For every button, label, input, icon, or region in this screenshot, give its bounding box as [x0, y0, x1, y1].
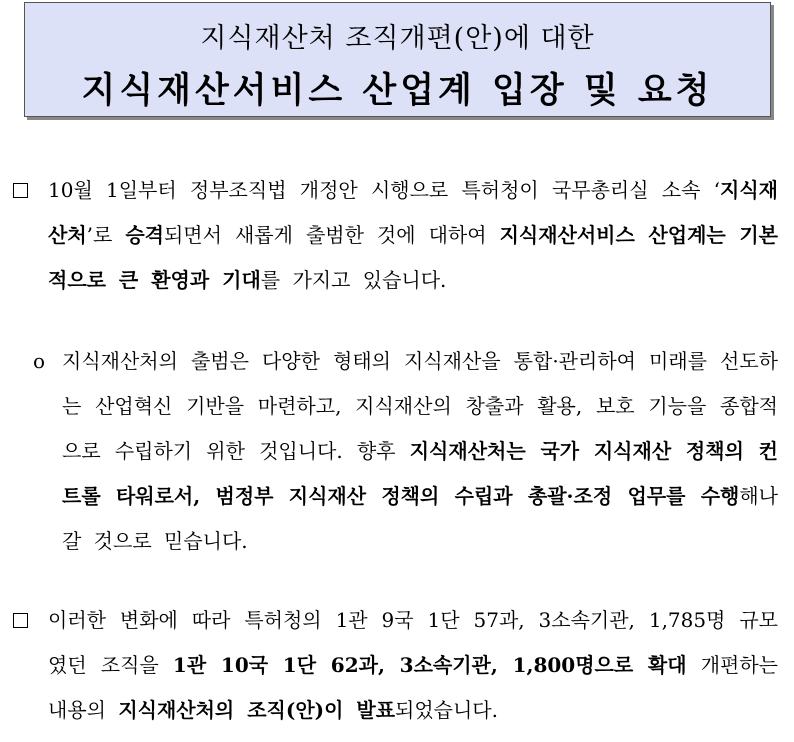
paragraph-1-bold-2: 승격 [125, 223, 164, 247]
paragraph-1-text-3: 되면서 새롭게 출범한 것에 대하여 [163, 223, 500, 247]
paragraph-3-text-2: 개편하는 내용의 [48, 653, 778, 722]
paragraph-3-text-3: 되었습니다. [395, 698, 498, 722]
paragraph-2-text-2: 해나갈 것으로 믿습니다. [62, 484, 778, 553]
checkbox-bullet-1 [13, 183, 28, 198]
document-subtitle: 지식재산처 조직개편(안)에 대한 [200, 23, 595, 54]
paragraph-3-text-1: 이러한 변화에 따라 특허청의 1관 9국 1단 57과, 3소속기관, 1,785명 규모였던 조직을 [48, 608, 778, 677]
paragraph-3-bold-2: 지식재산처의 조직(안)이 발표 [118, 698, 396, 722]
title-box [24, 2, 771, 117]
paragraph-1 [48, 168, 778, 303]
paragraph-2-text-1: 지식재산처의 출범은 다양한 형태의 지식재산을 통합·관리하여 미래를 선도하는 산업혁신 기반을 마련하고, 지식재산의 창출과 활용, 보호 기능을 종합적으로 수립하기 위한 것입니다. 향후 [62, 349, 778, 463]
paragraph-2 [62, 339, 778, 564]
document-title: 지식재산서비스 산업계 입장 및 요청 [81, 70, 714, 111]
paragraph-1-bold-1: 지식재산처 [48, 178, 778, 247]
paragraph-1-text-2: ’로 [86, 223, 126, 247]
paragraph-1-text-4: 를 가지고 있습니다. [260, 268, 447, 292]
checkbox-bullet-2 [13, 613, 28, 628]
paragraph-3 [48, 598, 778, 733]
bullet-o: o [33, 349, 46, 373]
paragraph-3-bold-1: 1관 10국 1단 62과, 3소속기관, 1,800명으로 확대 [172, 653, 687, 677]
paragraph-1-text-1: 10월 1일부터 정부조직법 개정안 시행으로 특허청이 국무총리실 소속 ‘ [48, 178, 721, 202]
paragraph-2-bold-1: 지식재산처는 국가 지식재산 정책의 컨트롤 타워로서, 범정부 지식재산 정책의 수립과 총괄·조정 업무를 수행 [62, 439, 778, 508]
paragraph-1-bold-3: 지식재산서비스 산업계는 기본적으로 큰 환영과 기대 [48, 223, 778, 292]
